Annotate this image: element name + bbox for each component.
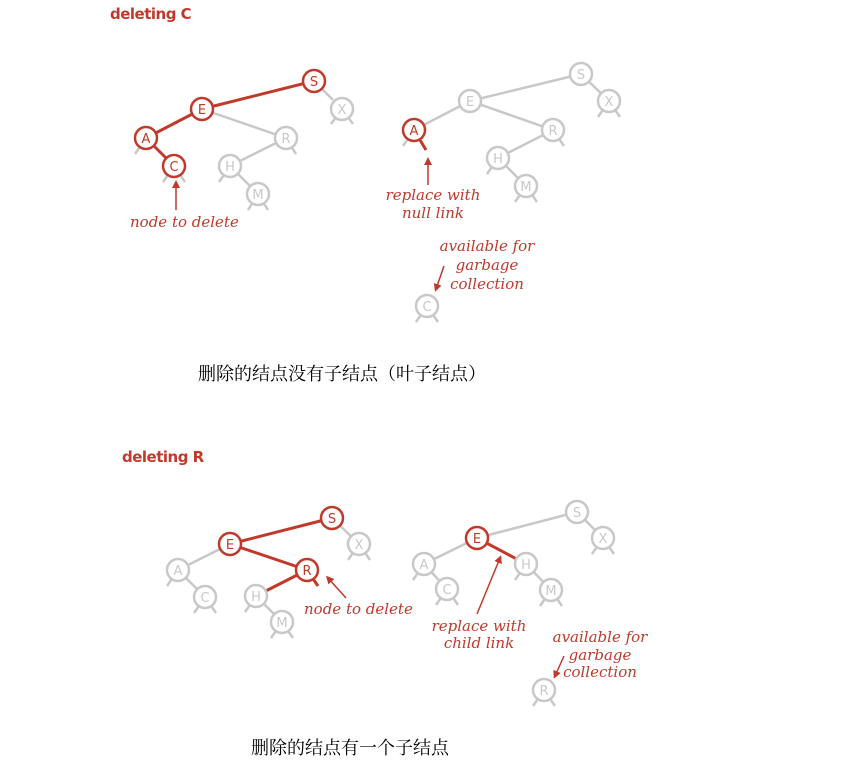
tree-node-r <box>542 119 564 141</box>
svg-text:M: M <box>545 584 557 599</box>
tree-node-s <box>303 70 325 92</box>
svg-text:M: M <box>276 616 288 631</box>
tree-node-e <box>466 527 488 549</box>
removed-node <box>416 295 438 322</box>
tree-node-e <box>459 90 481 112</box>
svg-text:X: X <box>337 103 347 118</box>
replace-arrow <box>477 558 500 614</box>
removed-node <box>533 679 555 706</box>
tree-node-e <box>219 533 241 555</box>
svg-text:R: R <box>548 124 558 139</box>
svg-text:X: X <box>354 538 364 553</box>
replace-label-line-1: replace with <box>385 186 481 204</box>
svg-text:C: C <box>422 300 432 315</box>
svg-text:R: R <box>281 132 291 147</box>
node-to-delete-label: node to delete <box>130 213 239 231</box>
svg-text:C: C <box>169 160 179 175</box>
tree-node-m <box>247 183 269 205</box>
tree-node-a <box>167 559 189 581</box>
svg-text:A: A <box>409 124 419 139</box>
svg-text:A: A <box>173 564 183 579</box>
tree-node-c <box>194 586 216 608</box>
svg-text:H: H <box>521 558 531 573</box>
available-label-line-2: garbage <box>455 256 519 274</box>
svg-text:H: H <box>251 590 261 605</box>
tree-node-a <box>135 127 157 149</box>
tree-node-e <box>191 98 213 120</box>
available-arrow <box>436 266 444 289</box>
tree-before-delete-r <box>167 507 413 638</box>
node-to-delete-arrow <box>328 578 346 598</box>
available-label-line-1: available for <box>439 237 535 255</box>
svg-text:S: S <box>327 512 337 527</box>
svg-text:S: S <box>576 68 586 83</box>
tree-node-r <box>296 559 318 581</box>
svg-text:S: S <box>309 75 319 90</box>
svg-text:A: A <box>419 558 429 573</box>
tree-node-a <box>403 119 425 141</box>
svg-text:R: R <box>539 684 549 699</box>
available-label-line-3: collection <box>450 275 524 293</box>
tree-node-s <box>566 501 588 523</box>
caption-leaf-deletion: 删除的结点没有子结点（叶子结点） <box>198 364 486 385</box>
tree-node-s <box>321 507 343 529</box>
svg-text:M: M <box>520 180 532 195</box>
section-title-deleting-r: deleting R <box>122 448 204 466</box>
tree-node-x <box>598 90 620 112</box>
svg-text:E: E <box>197 103 207 118</box>
tree-node-m <box>515 175 537 197</box>
node-to-delete-label: node to delete <box>304 600 413 618</box>
svg-text:E: E <box>465 95 475 110</box>
tree-node-m <box>271 611 293 633</box>
svg-text:E: E <box>472 532 482 547</box>
tree-node-c <box>163 155 185 177</box>
replace-label-line-1: replace with <box>431 617 527 635</box>
tree-node-x <box>331 98 353 120</box>
tree-node-r <box>275 127 297 149</box>
tree-node-c <box>436 578 458 600</box>
tree-after-delete-r <box>413 501 648 706</box>
svg-text:E: E <box>225 538 235 553</box>
svg-text:X: X <box>598 532 608 547</box>
svg-text:R: R <box>302 564 312 579</box>
tree-node-x <box>348 533 370 555</box>
section-title-deleting-c: deleting C <box>110 5 192 23</box>
svg-text:S: S <box>572 506 582 521</box>
replace-label-line-2: null link <box>401 204 465 222</box>
tree-node-h <box>245 585 267 607</box>
svg-text:A: A <box>141 132 151 147</box>
tree-node-s <box>570 63 592 85</box>
svg-text:H: H <box>493 152 503 167</box>
svg-text:X: X <box>604 95 614 110</box>
available-label-line-3: collection <box>563 663 637 681</box>
svg-text:M: M <box>252 188 264 203</box>
tree-before-delete-c <box>130 70 353 231</box>
available-label-line-2: garbage <box>568 646 632 664</box>
svg-text:C: C <box>200 591 210 606</box>
tree-node-h <box>487 147 509 169</box>
available-label-line-1: available for <box>552 628 648 646</box>
tree-node-x <box>592 527 614 549</box>
tree-after-delete-c <box>386 63 620 322</box>
svg-text:C: C <box>442 583 452 598</box>
tree-node-h <box>219 155 241 177</box>
svg-text:H: H <box>225 160 235 175</box>
tree-node-a <box>413 553 435 575</box>
caption-one-child-deletion: 删除的结点有一个子结点 <box>251 738 449 759</box>
tree-node-h <box>515 553 537 575</box>
tree-node-m <box>540 579 562 601</box>
replace-label-line-2: child link <box>443 634 515 652</box>
